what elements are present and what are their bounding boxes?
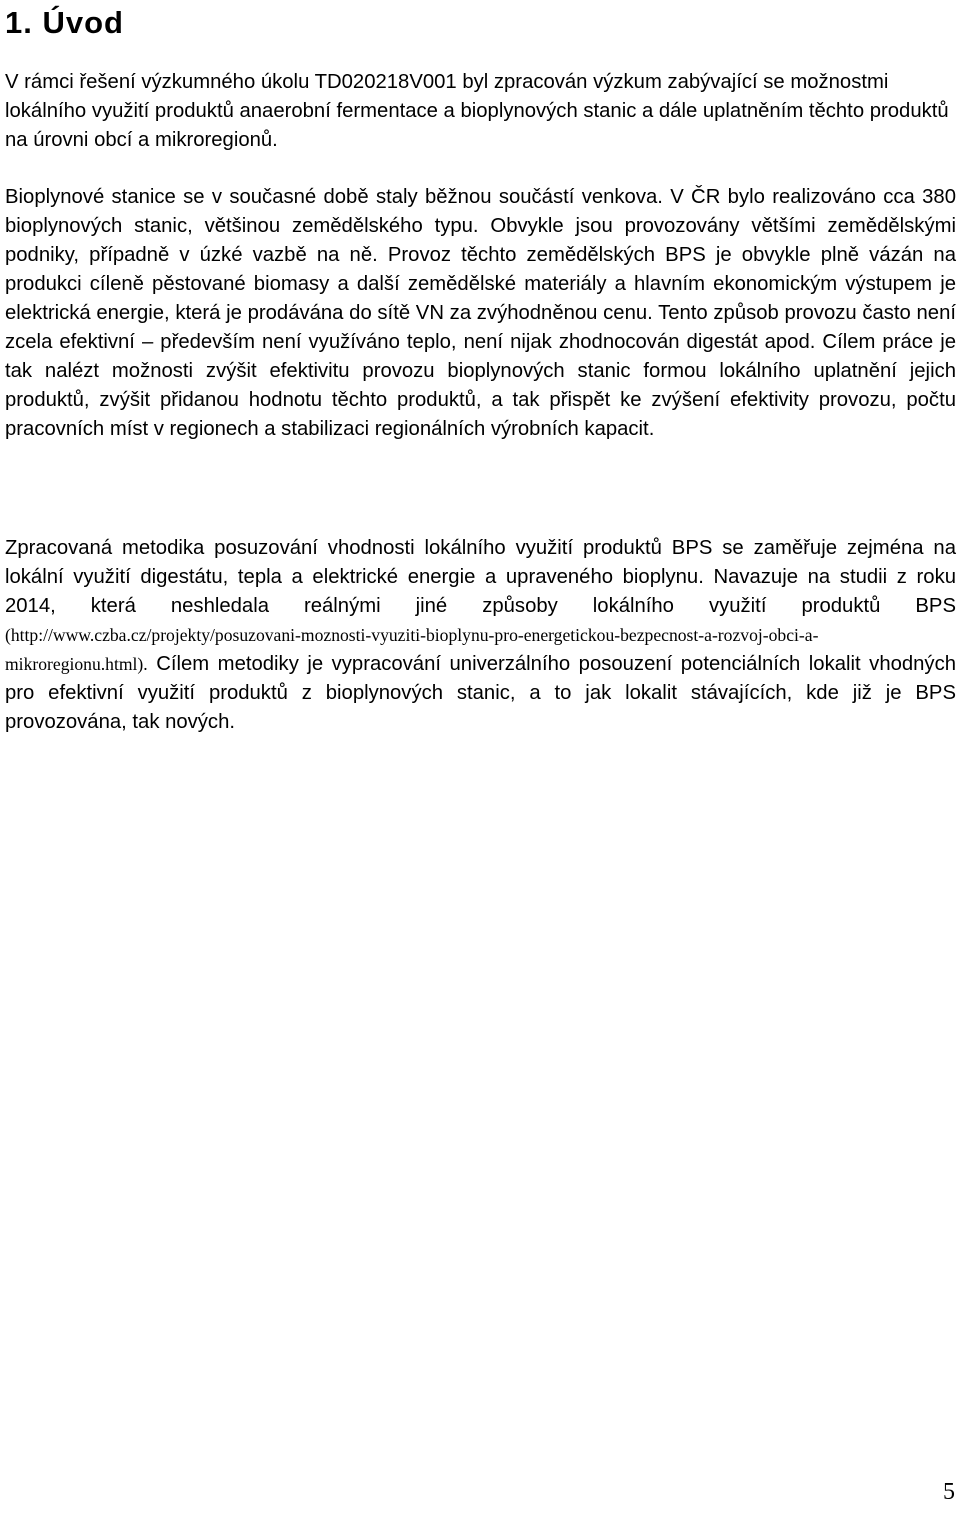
section-heading: 1. Úvod [5,5,124,40]
page-number: 5 [943,1479,955,1505]
paragraph-methodology [5,534,956,737]
methodology-text-start: Zpracovaná metodika posuzování vhodnosti lokálního využití produktů BPS se zaměřuje zejména na lokální využití digestátu, tepla a elektrické energie a upraveného bioplynu. Navazuje na studii z roku 2014, která neshledala reálnými jiné způsoby lokálního využití produktů BPS [5,537,956,617]
paragraph-biogas-stations: Bioplynové stanice se v současné době staly běžnou součástí venkova. V ČR bylo realizováno cca 380 bioplynových stanic, většinou zemědělského typu. Obvykle jsou provozovány většími zemědělskými podniky, případně v úzké vazbě na ně. Provoz těchto zemědělských BPS je obvykle plně vázán na produkci cíleně pěstované biomasy a další zemědělské materiály a hlavním ekonomickým výstupem je elektrická energie, která je prodávána do sítě VN za zvýhodněnou cenu. Tento způsob provozu často není zcela efektivní – především není využíváno teplo, není nijak zhodnocován digestát apod. Cílem práce je tak nalézt možnosti zvýšit efektivitu provozu bioplynových stanic formou lokálního uplatnění jejich produktů, zvýšit přidanou hodnotu těchto produktů, a tak přispět ke zvýšení efektivity provozu, počtu pracovních míst v regionech a stabilizaci regionálních výrobních kapacit. [5,186,956,440]
study-url: (http://www.czba.cz/projekty/posuzovani-moznosti-vyuziti-bioplynu-pro-energetickou-bezpecnost-a-rozvoj-obci-a-mikroregionu.html). [5,625,819,674]
paragraph-intro: V rámci řešení výzkumného úkolu TD020218V001 byl zpracován výzkum zabývající se možnostmi lokálního využití produktů anaerobní fermentace a bioplynových stanic a dále uplatněním těchto produktů na úrovni obcí a mikroregionů. [5,71,949,151]
methodology-text-end: Cílem metodiky je vypracování univerzálního posouzení potenciálních lokalit vhodných pro efektivní využití produktů z bioplynových stanic, a to jak lokalit stávajících, kde již je BPS provozována, tak nových. [5,653,956,733]
